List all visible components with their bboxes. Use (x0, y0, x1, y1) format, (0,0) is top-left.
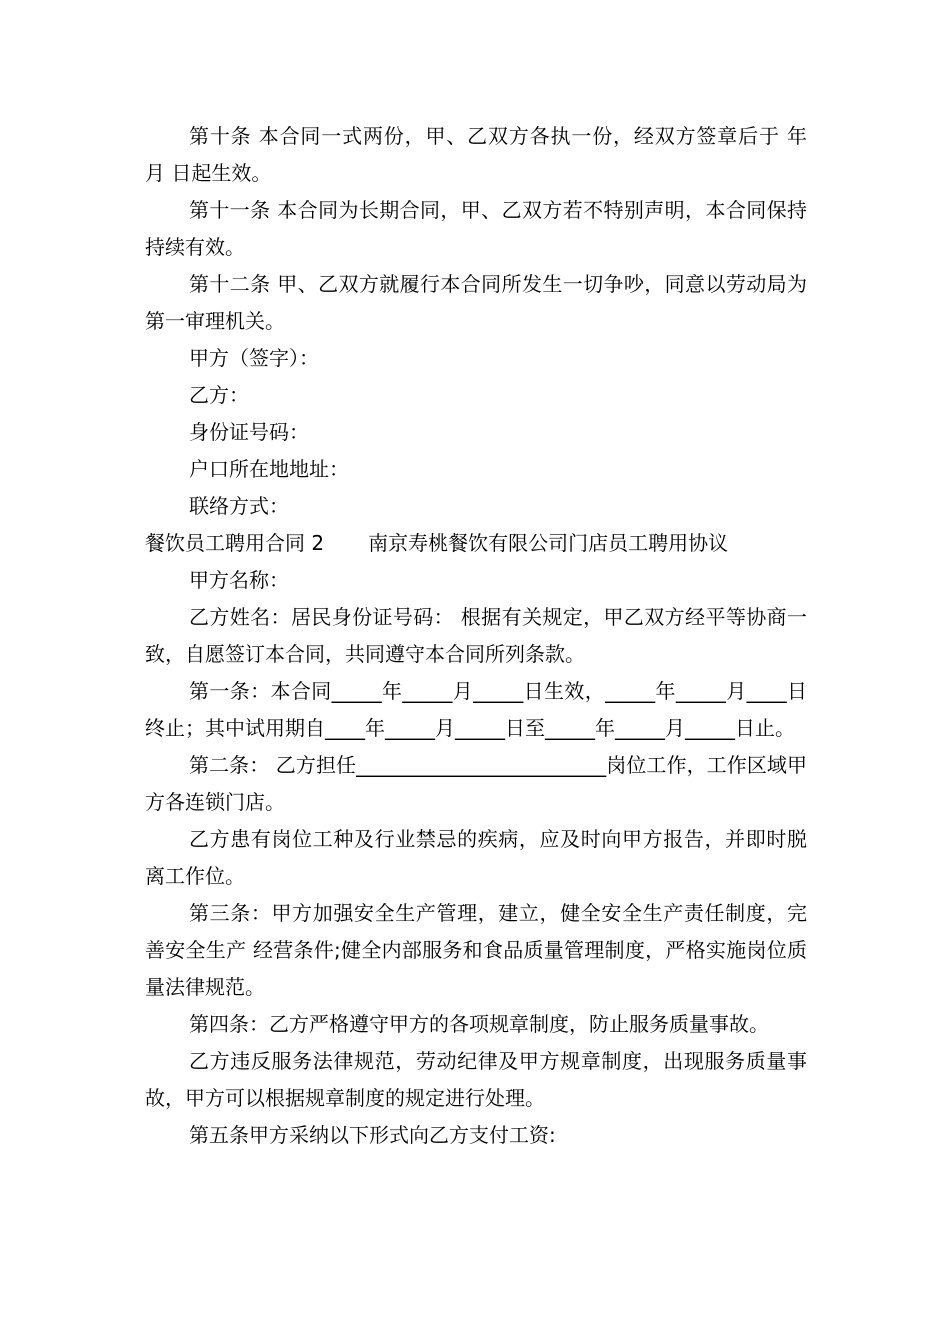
article-3-paragraph: 第三条：甲方加强安全生产管理，建立，健全安全生产责任制度，完善安全生产 经营条件;健全内部服务和食品质量管理制度，严格实施岗位质量法律规范。 (145, 901, 807, 999)
article-10-paragraph: 第十条 本合同一式两份，甲、乙双方各执一份，经双方签章后于 年 月 日起生效。 (145, 124, 814, 185)
household-address-line: 户口所在地地址： (189, 457, 349, 481)
health-report-paragraph: 乙方患有岗位工种及行业禁忌的疾病，应及时向甲方报告，并即时脱离工作位。 (145, 827, 807, 888)
party-b-name-paragraph: 乙方姓名：居民身份证号码： 根据有关规定，甲乙双方经平等协商一致，自愿签订本合同，共同遵守本合同所列条款。 (145, 605, 807, 666)
violation-paragraph: 乙方违反服务法律规范，劳动纪律及甲方规章制度，出现服务质量事故，甲方可以根据规章制度的规定进行处理。 (145, 1049, 807, 1110)
section-title (145, 525, 807, 562)
article-2-paragraph: 第二条： 乙方担任_________________________岗位工作，工作区域甲方各连锁门店。 (145, 753, 807, 814)
article-12-paragraph: 第十二条 甲、乙双方就履行本合同所发生一切争吵，同意以劳动局为第一审理机关。 (145, 272, 807, 333)
article-4-paragraph: 第四条：乙方严格遵守甲方的各项规章制度，防止服务质量事故。 (189, 1012, 769, 1036)
party-a-signature-line: 甲方（签字）： (189, 346, 319, 370)
document-page (145, 118, 814, 1154)
contact-line: 联络方式： (189, 494, 289, 518)
section-title-right: 南京寿桃餐饮有限公司门店员工聘用协议 (368, 531, 729, 555)
section-title-left: 餐饮员工聘用合同 2 (145, 531, 325, 555)
article-11-paragraph: 第十一条 本合同为长期合同，甲、乙双方若不特别声明，本合同保持持续有效。 (145, 198, 807, 259)
party-b-line: 乙方： (189, 383, 249, 407)
id-number-line: 身份证号码： (189, 420, 309, 444)
article-5-paragraph: 第五条甲方采纳以下形式向乙方支付工资: (189, 1123, 556, 1147)
party-a-name-line: 甲方名称： (189, 568, 289, 592)
article-1-paragraph: 第一条：本合同_____年_____月_____日生效，_____年_____月____日终止；其中试用期自____年_____月_____日至_____年_____月_____日止。 (145, 679, 807, 740)
